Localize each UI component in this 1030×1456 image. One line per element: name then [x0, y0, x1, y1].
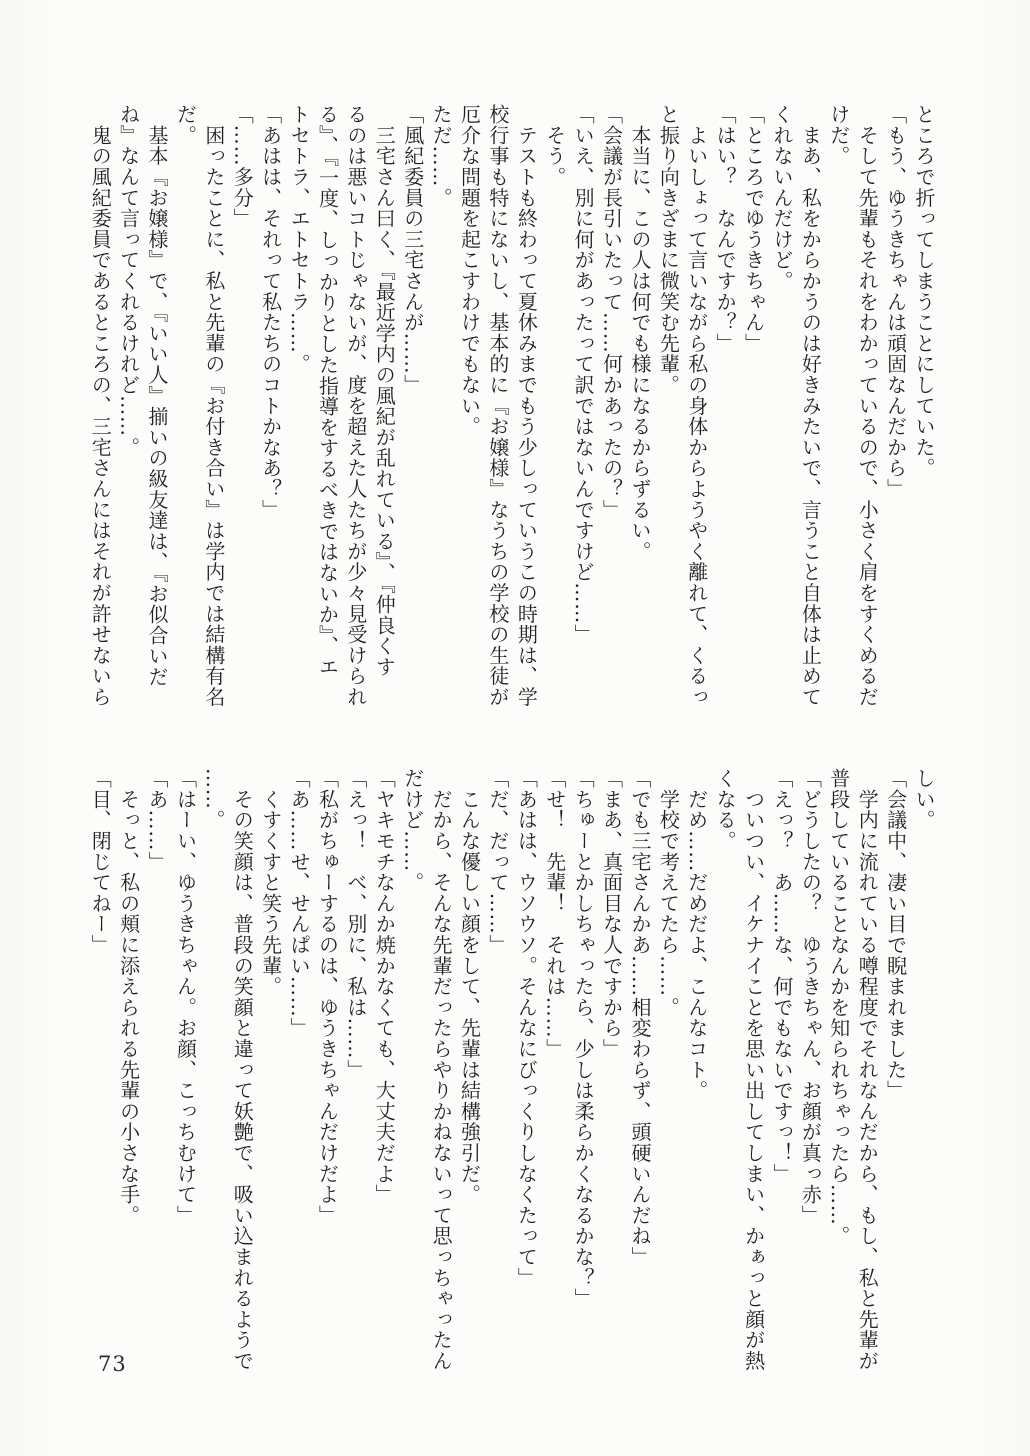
text-line: だめ……だめだよ、こんなコト。	[684, 768, 709, 1101]
text-line: 「あはは、それって私たちのコトかなあ？」	[258, 104, 283, 520]
text-line: 本当に、この人は何でも様になるからずるい。	[627, 104, 652, 562]
text-line: ところで折ってしまうことにしていた。	[912, 104, 936, 479]
text-line: 「もう、ゆうきちゃんは頑固なんだから」	[883, 104, 908, 500]
text-line: こんな優しい顔をして、先輩は結構強引だ。	[457, 768, 482, 1205]
text-line: だ。	[173, 104, 198, 146]
text-line: るのは悪いコトじゃないが、度を超えた人たちが少々見受けられ	[343, 104, 368, 708]
text-line: 「まあ、真面目な人ですから」	[599, 768, 624, 1060]
text-line: くれないんだけど。	[769, 104, 794, 292]
text-line: 学校で考えてたら……。	[656, 768, 681, 1018]
text-line: 厄介な問題を起こすわけでもない。	[457, 104, 482, 437]
text-line: 「会議が長引いたって……何かあったの？」	[599, 104, 624, 520]
text-line: トセトラ、エトセトラ……。	[287, 104, 312, 375]
text-line: そう。	[542, 104, 567, 188]
text-line: 基本『お嬢様』で、『いい人』揃いの級友達は、『お似合いだ	[145, 104, 170, 688]
text-line: よいしょって言いながら私の身体からようやく離れて、くるっ	[684, 104, 709, 708]
text-line: 「はーい、ゆうきちゃん。お顔、こっちむけて」	[173, 768, 198, 1226]
text-line: そっと、私の頬に添えられる先輩の小さな手。	[116, 768, 141, 1226]
text-block-bottom	[82, 768, 938, 1374]
text-line: だから、そんな先輩だったらやりかねないって思っちゃったん	[429, 768, 454, 1372]
text-line: 「ところでゆうきちゃん」	[741, 104, 766, 354]
text-line: 学内に流れている噂程度でそれなんだから、もし、私と先輩が	[855, 768, 880, 1372]
text-line: 「あはは、ウソウソ。そんなにびっくりしなくたって」	[514, 768, 539, 1288]
text-line: ついつい、イケナイことを思い出してしまい、かぁっと顔が熱	[741, 768, 766, 1372]
text-line: 「せ！ 先輩！ それは……」	[542, 768, 567, 1060]
text-line: る』、『一度、しっかりとした指導をするべきではないか』、エ	[315, 104, 340, 678]
text-line: ただ……。	[429, 104, 454, 208]
text-block-top	[82, 104, 938, 710]
text-line: 「私がちゅーするのは、ゆうきちゃんだけだよ」	[315, 768, 340, 1226]
text-line: 「ヤキモチなんか焼かなくても、大丈夫だよ」	[372, 768, 397, 1205]
text-line: 「はい？ なんですか？」	[713, 104, 738, 354]
text-line: そして先輩もそれをわかっているので、小さく肩をすくめるだ	[855, 104, 880, 708]
text-line: 「えっ？ あ……な、何でもないですっ！」	[769, 768, 794, 1184]
text-line: けだ。	[826, 104, 851, 167]
text-line: しい。	[912, 768, 936, 831]
text-line: その笑顔は、普段の笑顔と違って妖艶で、吸い込まれるようで	[230, 768, 255, 1372]
text-line: 「あ……せ、せんぱい……」	[287, 768, 312, 1039]
text-line: 「えっ！ べ、別に、私は……」	[343, 768, 368, 1080]
text-line: 「目、閉じてねー」	[88, 768, 113, 956]
text-line: まあ、私をからかうのは好きみたいで、言うこと自体は止めて	[798, 104, 823, 708]
text-line: ね』なんて言ってくれるけれど……。	[116, 104, 141, 458]
text-line: 「どうしたの？ ゆうきちゃん、お顔が真っ赤」	[798, 768, 823, 1226]
text-line: 「あ……」	[145, 768, 170, 872]
text-line: 「会議中、凄い目で睨まれました」	[883, 768, 908, 1101]
text-line: 「いえ、別に何があったって訳ではないんですけど……」	[571, 104, 596, 645]
text-line: 普段していることなんかを知られちゃったら……。	[826, 768, 851, 1247]
text-line: 「でも三宅さんかあ……相変わらず、頭硬いんだね」	[627, 768, 652, 1268]
page-number: 73	[98, 1352, 127, 1376]
text-line: だけど……。	[400, 768, 425, 893]
text-line: くすくすと笑う先輩。	[258, 768, 283, 997]
text-line: ……。	[201, 768, 226, 831]
text-line: と振り向きざまに微笑む先輩。	[656, 104, 681, 396]
text-line: 「……多分」	[230, 104, 255, 229]
text-line: 困ったことに、私と先輩の『お付き合い』は学内では結構有名	[201, 104, 226, 708]
text-line: 「風紀委員の三宅さんが……」	[400, 104, 425, 396]
text-line: くなる。	[713, 768, 738, 852]
text-line: 三宅さん曰く、『最近学内の風紀が乱れている』、『仲良くす	[372, 104, 397, 678]
text-line: テストも終わって夏休みまでもう少しっていうこの時期は、学	[514, 104, 539, 708]
text-line: 「ちゅーとかしちゃったら、少しは柔らかくなるかな？」	[571, 768, 596, 1309]
text-line: 鬼の風紀委員であるところの、三宅さんにはそれが許せないら	[88, 104, 113, 708]
text-line: 「だ、だって……」	[485, 768, 510, 956]
text-line: 校行事も特にないし、基本的に『お嬢様』なうちの学校の生徒が	[485, 104, 510, 708]
